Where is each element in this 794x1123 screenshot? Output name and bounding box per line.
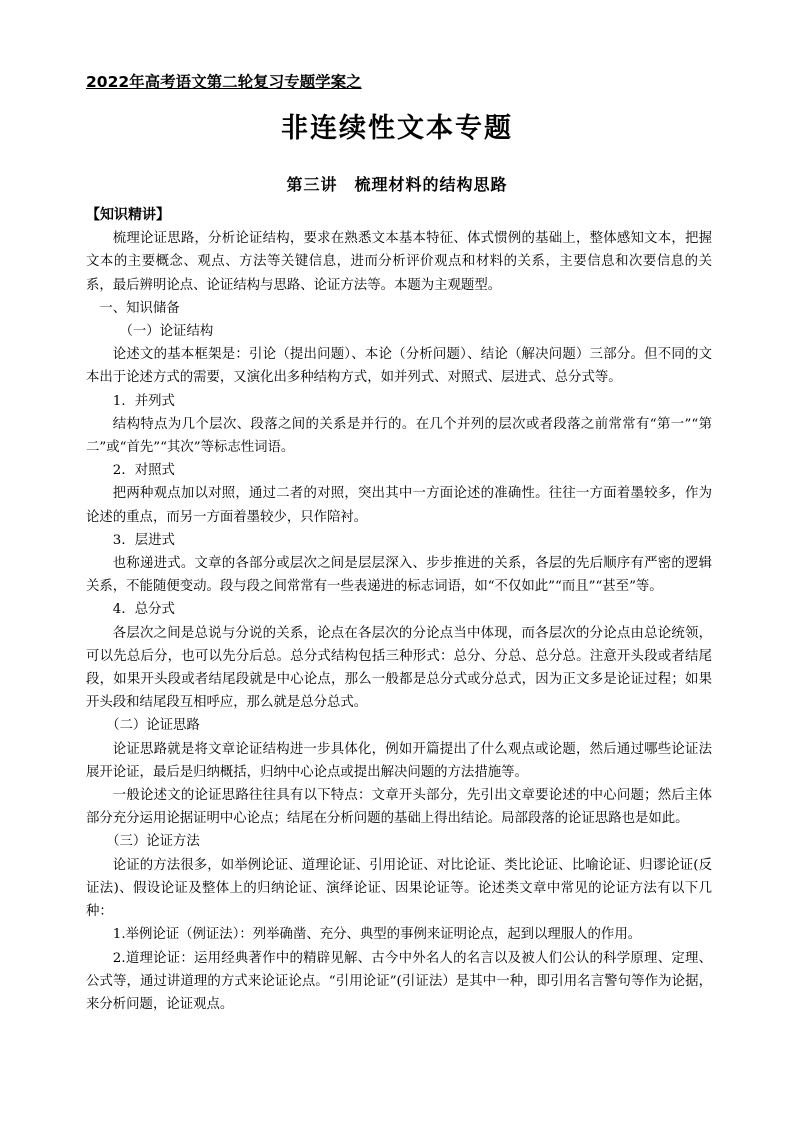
paragraph-argument-approach-1: 论证思路就是将文章论证结构进一步具体化，例如开篇提出了什么观点或论题，然后通过哪些论证法展开论证，最后是归纳概括，归纳中心论点或提出解决问题的方法措施等。 [86,741,712,780]
section-heading: 【知识精讲】 [86,207,170,223]
subheading-argument-approach: （二）论证思路 [106,718,200,734]
paragraph-method-reasoning: 2.道理论证：运用经典著作中的精辟见解、古今中外名人的名言以及被人们公认的科学原理、定理、公式等，通过讲道理的方式来论证论点。“引用论证”(引证法）是其中一种，即引用名言警句等作为论据，来分析问题，论证观点。 [86,950,712,1012]
paragraph-argument-approach-2: 一般论述文的论证思路往往具有以下特点：文章开头部分，先引出文章要论述的中心问题；然后主体部分充分运用论据证明中心论点；结尾在分析问题的基础上得出结论。局部段落的论证思路也是如此。 [86,788,712,827]
item-heading-parallel: 1．并列式 [112,393,175,409]
paragraph-argument-methods: 论证的方法很多，如举例论证、道理论证、引用论证、对比论证、类比论证、比喻论证、归谬论证(反证法)、假设论证及整体上的归纳论证、演绎论证、因果论证等。论述类文章中常见的论证方法有以下几种： [86,857,712,920]
item-heading-contrast: 2．对照式 [112,463,175,479]
paragraph-parallel: 结构特点为几个层次、段落之间的关系是并行的。在几个并列的层次或者段落之前常常有“第一”“第二”或“首先”“其次”等标志性词语。 [86,416,712,456]
paragraph-general-specific: 各层次之间是总说与分说的关系，论点在各层次的分论点当中体现，而各层次的分论点由总论统领，可以先总后分，也可以先分后总。总分式结构包括三种形式：总分、分总、总分总。注意开头段或者结尾段，如果开头段或者结尾段就是中心论点，那么一般都是总分式或分总式，因为正文多是论证过程；如果开头段和结尾段互相呼应，那么就是总分总式。 [86,625,712,711]
paragraph-method-example: 1.举例论证（例证法）：列举确凿、充分、典型的事例来证明论点，起到以理服人的作用。 [112,927,642,943]
paragraph-argument-structure: 论述文的基本框架是：引论（提出问题）、本论（分析问题）、结论（解决问题）三部分。但不同的文本出于论述方式的需要，又演化出多种结构方式，如并列式、对照式、层进式、总分式等。 [86,347,712,386]
paragraph-contrast: 把两种观点加以对照，通过二者的对照，突出其中一方面论述的准确性。往往一方面着墨较多，作为论述的重点，而另一方面着墨较少，只作陪衬。 [86,486,712,525]
part-heading-1: 一、知识储备 [99,300,180,316]
main-title: 非连续性文本专题 [281,113,513,144]
paragraph-progressive: 也称递进式。文章的各部分或层次之间是层层深入、步步推进的关系，各层的先后顺序有严密的逻辑关系，不能随便变动。段与段之间常常有一些表递进的标志词语，如“不仅如此”“而且”“甚至”等。 [86,556,712,595]
intro-paragraph: 梳理论证思路，分析论证结构，要求在熟悉文本基本特征、体式惯例的基础上，整体感知文本，把握文本的主要概念、观点、方法等关键信息，进而分析评价观点和材料的关系，主要信息和次要信息的关系，最后辨明论点、论证结构与思路、论证方法等。本题为主观题型。 [86,231,712,293]
item-heading-general-specific: 4．总分式 [112,602,175,618]
lecture-title: 第三讲 梳理材料的结构思路 [286,175,508,194]
document-body [86,204,712,1016]
subheading-argument-methods: （三）论证方法 [106,834,200,850]
series-title: 2022年高考语文第二轮复习专题学案之 [86,73,362,91]
item-heading-progressive: 3．层进式 [112,532,175,548]
subheading-argument-structure: （一）论证结构 [119,324,214,340]
